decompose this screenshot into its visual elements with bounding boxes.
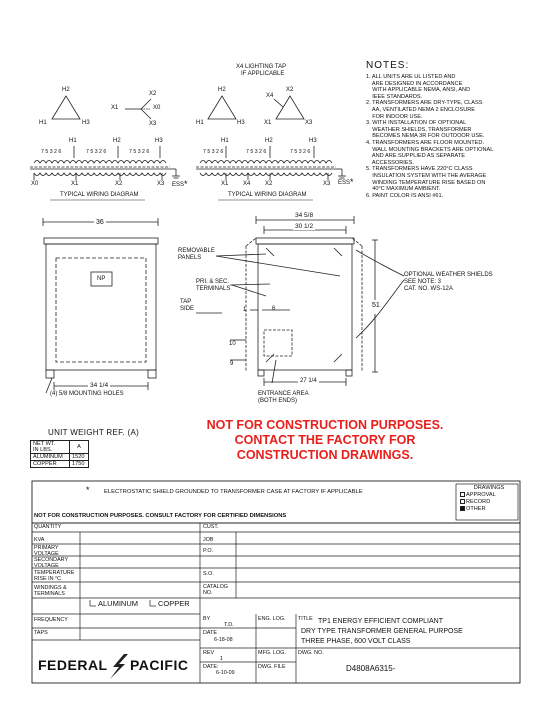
right-bottom-x3: X3 — [323, 181, 331, 187]
quantity-label: QUANTITY — [34, 524, 62, 530]
table-row — [31, 441, 89, 454]
drawings-box — [460, 485, 518, 513]
right-x2-label: X2 — [286, 87, 294, 93]
primary-voltage-label: PRIMARY VOLTAGE — [34, 545, 59, 557]
side-dim-1: 1 — [243, 307, 247, 313]
side-dim-6: 6 — [272, 306, 276, 312]
copper-option[interactable]: COPPER — [158, 599, 190, 608]
warning-line-3: CONSTRUCTION DRAWINGS. — [236, 448, 414, 462]
left-h1-label: H1 — [39, 120, 47, 126]
note-4: 4. TRANSFORMERS ARE FLOOR MOUNTED. WALL MOUNTING BRACKETS ARE OPTIONAL AND ARE SUPPLIED AS SEPARATE ACCESSORIES. — [366, 139, 494, 166]
right-h3-label: H3 — [237, 120, 245, 126]
left-taps-3: 7 5 3 2 6 — [129, 149, 150, 155]
note-1: 1. ALL UNITS ARE UL LISTED AND ARE DESIGNED IN ACCORDANCE WITH APPLICABLE NEMA, ANSI, AND IEEE STANDARDS. — [366, 74, 471, 100]
title-line-3: THREE PHASE, 600 VOLT CLASS — [301, 638, 411, 645]
removable-panels-label: REMOVABLE PANELS — [178, 248, 215, 261]
drawings-option-approval[interactable]: APPROVAL — [460, 492, 518, 499]
secondary-voltage-label: SECONDARY VOLTAGE — [34, 557, 69, 569]
left-x2-label: X2 — [149, 91, 157, 97]
warning-line-2: CONTACT THE FACTORY FOR — [234, 433, 416, 447]
left-tap-h2: H2 — [113, 138, 121, 144]
right-x3-label: X3 — [305, 120, 313, 126]
left-bottom-x0: X0 — [31, 181, 39, 187]
right-taps-1: 7 5 3 2 6 — [203, 149, 224, 155]
side-dim-27: 27 1/4 — [300, 378, 317, 384]
note-2: 2. TRANSFORMERS ARE DRY-TYPE, CLASS AA, VENTILATED NEMA 2 ENCLOSURE FOR INDOOR USE. — [366, 100, 483, 120]
right-tap-h2: H2 — [265, 138, 273, 144]
side-top-dim-1: 34 5/8 — [295, 212, 314, 219]
left-x3-label: X3 — [149, 121, 157, 127]
side-dim-9: 9 — [230, 361, 234, 367]
title-line-1: TP1 ENERGY EFFICIENT COMPLIANT — [318, 618, 443, 625]
left-x1-label: X1 — [111, 105, 119, 111]
eng-log-label: ENG. LOG. — [258, 616, 286, 622]
right-x4-label: X4 — [266, 93, 274, 99]
left-bottom-x3: X3 — [157, 181, 165, 187]
right-bottom-x4: X4 — [243, 181, 251, 187]
rev-label: REV — [203, 650, 215, 656]
weather-shields-label: OPTIONAL WEATHER SHIELDS SEE NOTE: 3 CAT. NO. WS-12A — [404, 272, 493, 292]
form-header: NOT FOR CONSTRUCTION PURPOSES. CONSULT FACTORY FOR CERTIFIED DIMENSIONS — [34, 513, 287, 519]
kva-label: KVA — [34, 537, 45, 543]
dwg-no-label: DWG. NO. — [298, 650, 324, 656]
right-x1-label: X1 — [264, 120, 272, 126]
warning-line-1: NOT FOR CONSTRUCTION PURPOSES. — [206, 418, 444, 432]
side-height-dim: 51 — [372, 302, 380, 309]
left-h3-label: H3 — [82, 120, 90, 126]
front-view-outline — [43, 218, 158, 393]
cust-label: CUST. — [203, 524, 219, 530]
drawings-title: DRAWINGS — [473, 485, 505, 491]
dwg-no-value: D4808A6315- — [346, 664, 396, 673]
footnote-star: * — [86, 485, 90, 495]
po-label: P.O. — [203, 548, 214, 554]
catalog-label: CATALOG NO. — [203, 584, 228, 596]
date-label: DATE — [203, 630, 217, 636]
windings-label: WINDINGS & TERMINALS — [34, 585, 67, 597]
drawings-option-record[interactable]: RECORD — [460, 499, 518, 506]
notes-block — [366, 60, 546, 199]
date2-label: DATE: — [203, 664, 219, 670]
front-width-dim: 36 — [96, 219, 104, 226]
title-label: TITLE — [298, 616, 313, 622]
logo-bolt — [110, 654, 128, 679]
dwg-file-label: DWG. FILE — [258, 664, 286, 670]
checkbox[interactable] — [460, 499, 465, 504]
mfg-log-label: MFG. LOG. — [258, 650, 286, 656]
job-label: JOB — [203, 537, 214, 543]
left-secondary-wye — [125, 99, 151, 119]
temperature-rise-label: TEMPERATURE RISE IN °C — [34, 570, 75, 582]
rev-value: 1 — [220, 656, 223, 662]
checkbox[interactable] — [460, 492, 465, 497]
left-diagram-title: TYPICAL WIRING DIAGRAM — [60, 192, 139, 198]
left-bottom-x2: X2 — [115, 181, 123, 187]
drawings-option-other[interactable]: OTHER — [460, 506, 518, 513]
right-bottom-x1: X1 — [221, 181, 229, 187]
right-h1-label: H1 — [196, 120, 204, 126]
weight-row-label: COPPER — [31, 461, 70, 468]
note-3: 3. WITH INSTALLATION OF OPTIONAL WEATHER SHIELDS, TRANSFORMER BECOMES NEMA 3R FOR OUTDOOR USE. — [366, 120, 485, 140]
right-diagram-title: TYPICAL WIRING DIAGRAM — [228, 192, 307, 198]
right-taps-3: 7 5 3 2 6 — [290, 149, 311, 155]
so-label: S.O. — [203, 571, 214, 577]
left-h2-label: H2 — [62, 87, 70, 93]
table-row — [31, 461, 89, 468]
right-caption-2: IF APPLICABLE — [241, 71, 285, 77]
weight-row-value: 1520 — [70, 454, 89, 461]
mounting-holes-label: (4) 5/8 MOUNTING HOLES — [50, 391, 124, 397]
left-ess-label: ESS* — [172, 179, 188, 189]
tap-side-label: TAP SIDE — [180, 299, 195, 312]
logo-pacific: PACIFIC — [130, 657, 189, 673]
aluminum-option[interactable]: ALUMINUM — [98, 599, 139, 608]
date2-value: 6-10-09 — [216, 670, 235, 676]
side-dim-10: 10 — [229, 341, 236, 347]
taps-label: TAPS — [34, 630, 48, 636]
left-tap-h1: H1 — [69, 138, 77, 144]
notes-title: NOTES: — [366, 60, 410, 71]
left-bottom-x1: X1 — [71, 181, 79, 187]
date-value: 6-18-08 — [214, 637, 233, 643]
side-top-dim-2: 30 1/2 — [295, 223, 314, 230]
right-ess-label: ESS* — [338, 177, 354, 187]
weight-table — [30, 440, 89, 468]
left-taps-1: 7 5 3 2 6 — [41, 149, 62, 155]
nameplate-label: NP — [97, 276, 106, 282]
front-base-dim: 34 1/4 — [90, 382, 109, 389]
right-primary-delta — [208, 96, 236, 119]
unit-weight-title: UNIT WEIGHT REF. (A) — [48, 428, 140, 437]
entrance-area-label: ENTRANCE AREA (BOTH ENDS) — [258, 391, 309, 404]
by-label: BY — [203, 616, 211, 622]
title-line-2: DRY TYPE TRANSFORMER GENERAL PURPOSE — [301, 628, 463, 635]
weight-header-label: NET WT. IN LBS. — [31, 441, 70, 454]
right-bottom-x2: X2 — [265, 181, 273, 187]
weight-header-value: A — [70, 441, 89, 454]
logo-federal: FEDERAL — [38, 657, 108, 673]
weight-row-value: 1750 — [70, 461, 89, 468]
right-h2-label: H2 — [218, 87, 226, 93]
by-value: T.D. — [224, 622, 234, 628]
right-tap-h1: H1 — [221, 138, 229, 144]
table-row — [31, 454, 89, 461]
right-taps-2: 7 5 3 2 6 — [246, 149, 267, 155]
terminals-label: PRI. & SEC. TERMINALS — [196, 279, 231, 292]
frequency-label: FREQUENCY — [34, 617, 68, 623]
checkbox-checked[interactable] — [460, 506, 465, 511]
right-tap-h3: H3 — [309, 138, 317, 144]
right-caption-1: X4 LIGHTING TAP — [236, 64, 287, 70]
left-primary-delta — [52, 96, 80, 119]
side-view-outline — [196, 216, 404, 386]
left-tap-h3: H3 — [155, 138, 163, 144]
left-x0-label: X0 — [153, 105, 161, 111]
note-6: 6. PAINT COLOR IS ANSI #61. — [366, 192, 444, 199]
construction-warning — [196, 418, 454, 463]
footnote-text: ELECTROSTATIC SHIELD GROUNDED TO TRANSFORMER CASE AT FACTORY IF APPLICABLE — [104, 489, 363, 495]
note-5: 5. TRANSFORMERS HAVE 220°C CLASS INSULATION SYSTEM WITH THE AVERAGE WINDING TEMPERATURE RISE BASED ON 40°C MAXIMUM AMBIENT. — [366, 166, 487, 193]
right-secondary-delta — [276, 96, 304, 119]
weight-row-label: ALUMINUM — [31, 454, 70, 461]
left-taps-2: 7 5 3 2 6 — [86, 149, 107, 155]
